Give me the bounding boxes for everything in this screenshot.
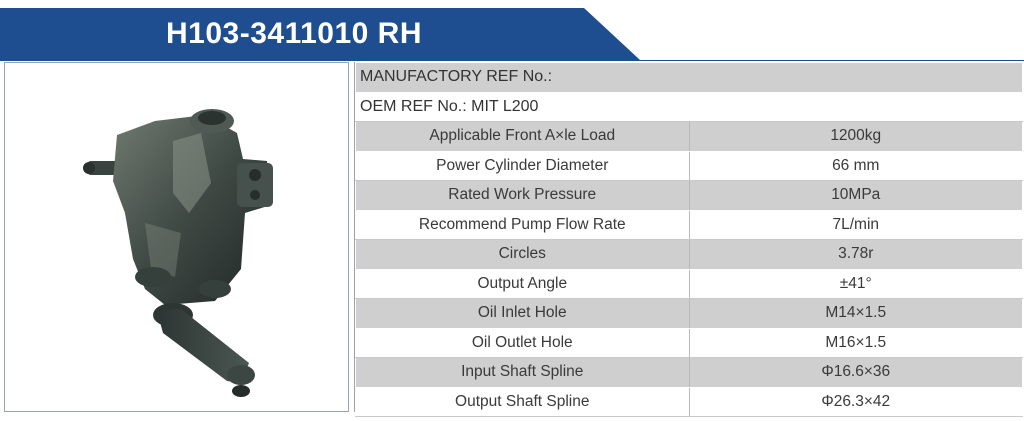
param-label: Output Shaft Spline xyxy=(356,387,690,417)
param-label: Circles xyxy=(356,240,690,270)
param-value: Φ16.6×36 xyxy=(689,358,1023,388)
param-label: Oil Inlet Hole xyxy=(356,299,690,329)
param-value: 10MPa xyxy=(689,181,1023,211)
manufactory-ref: MANUFACTORY REF No.: xyxy=(356,63,1023,93)
param-value: 1200kg xyxy=(689,122,1023,152)
param-label: Input Shaft Spline xyxy=(356,358,690,388)
oem-ref: OEM REF No.: MIT L200 xyxy=(356,92,1023,122)
param-label: Rated Work Pressure xyxy=(356,181,690,211)
table-row xyxy=(356,92,1023,122)
table-row xyxy=(356,358,1023,388)
param-value: 7L/min xyxy=(689,210,1023,240)
table-row xyxy=(356,328,1023,358)
divider xyxy=(0,60,1024,61)
param-label: Recommend Pump Flow Rate xyxy=(356,210,690,240)
steering-gear-image xyxy=(5,63,350,413)
param-value: Φ26.3×42 xyxy=(689,387,1023,417)
table-row xyxy=(356,63,1023,93)
page-title: H103-3411010 RH xyxy=(165,17,422,50)
param-value: M16×1.5 xyxy=(689,328,1023,358)
table-row xyxy=(356,240,1023,270)
param-label: Applicable Front A×le Load xyxy=(356,122,690,152)
param-label: Output Angle xyxy=(356,269,690,299)
table-row xyxy=(356,210,1023,240)
param-value: 3.78r xyxy=(689,240,1023,270)
param-label: Oil Outlet Hole xyxy=(356,328,690,358)
product-photo-frame xyxy=(4,62,349,412)
table-row xyxy=(356,181,1023,211)
table-row xyxy=(356,151,1023,181)
table-row xyxy=(356,269,1023,299)
param-value: 66 mm xyxy=(689,151,1023,181)
table-row xyxy=(356,122,1023,152)
param-label: Power Cylinder Diameter xyxy=(356,151,690,181)
param-value: M14×1.5 xyxy=(689,299,1023,329)
table-row xyxy=(356,299,1023,329)
table-row xyxy=(356,387,1023,417)
spec-table xyxy=(355,62,1023,417)
param-value: ±41° xyxy=(689,269,1023,299)
